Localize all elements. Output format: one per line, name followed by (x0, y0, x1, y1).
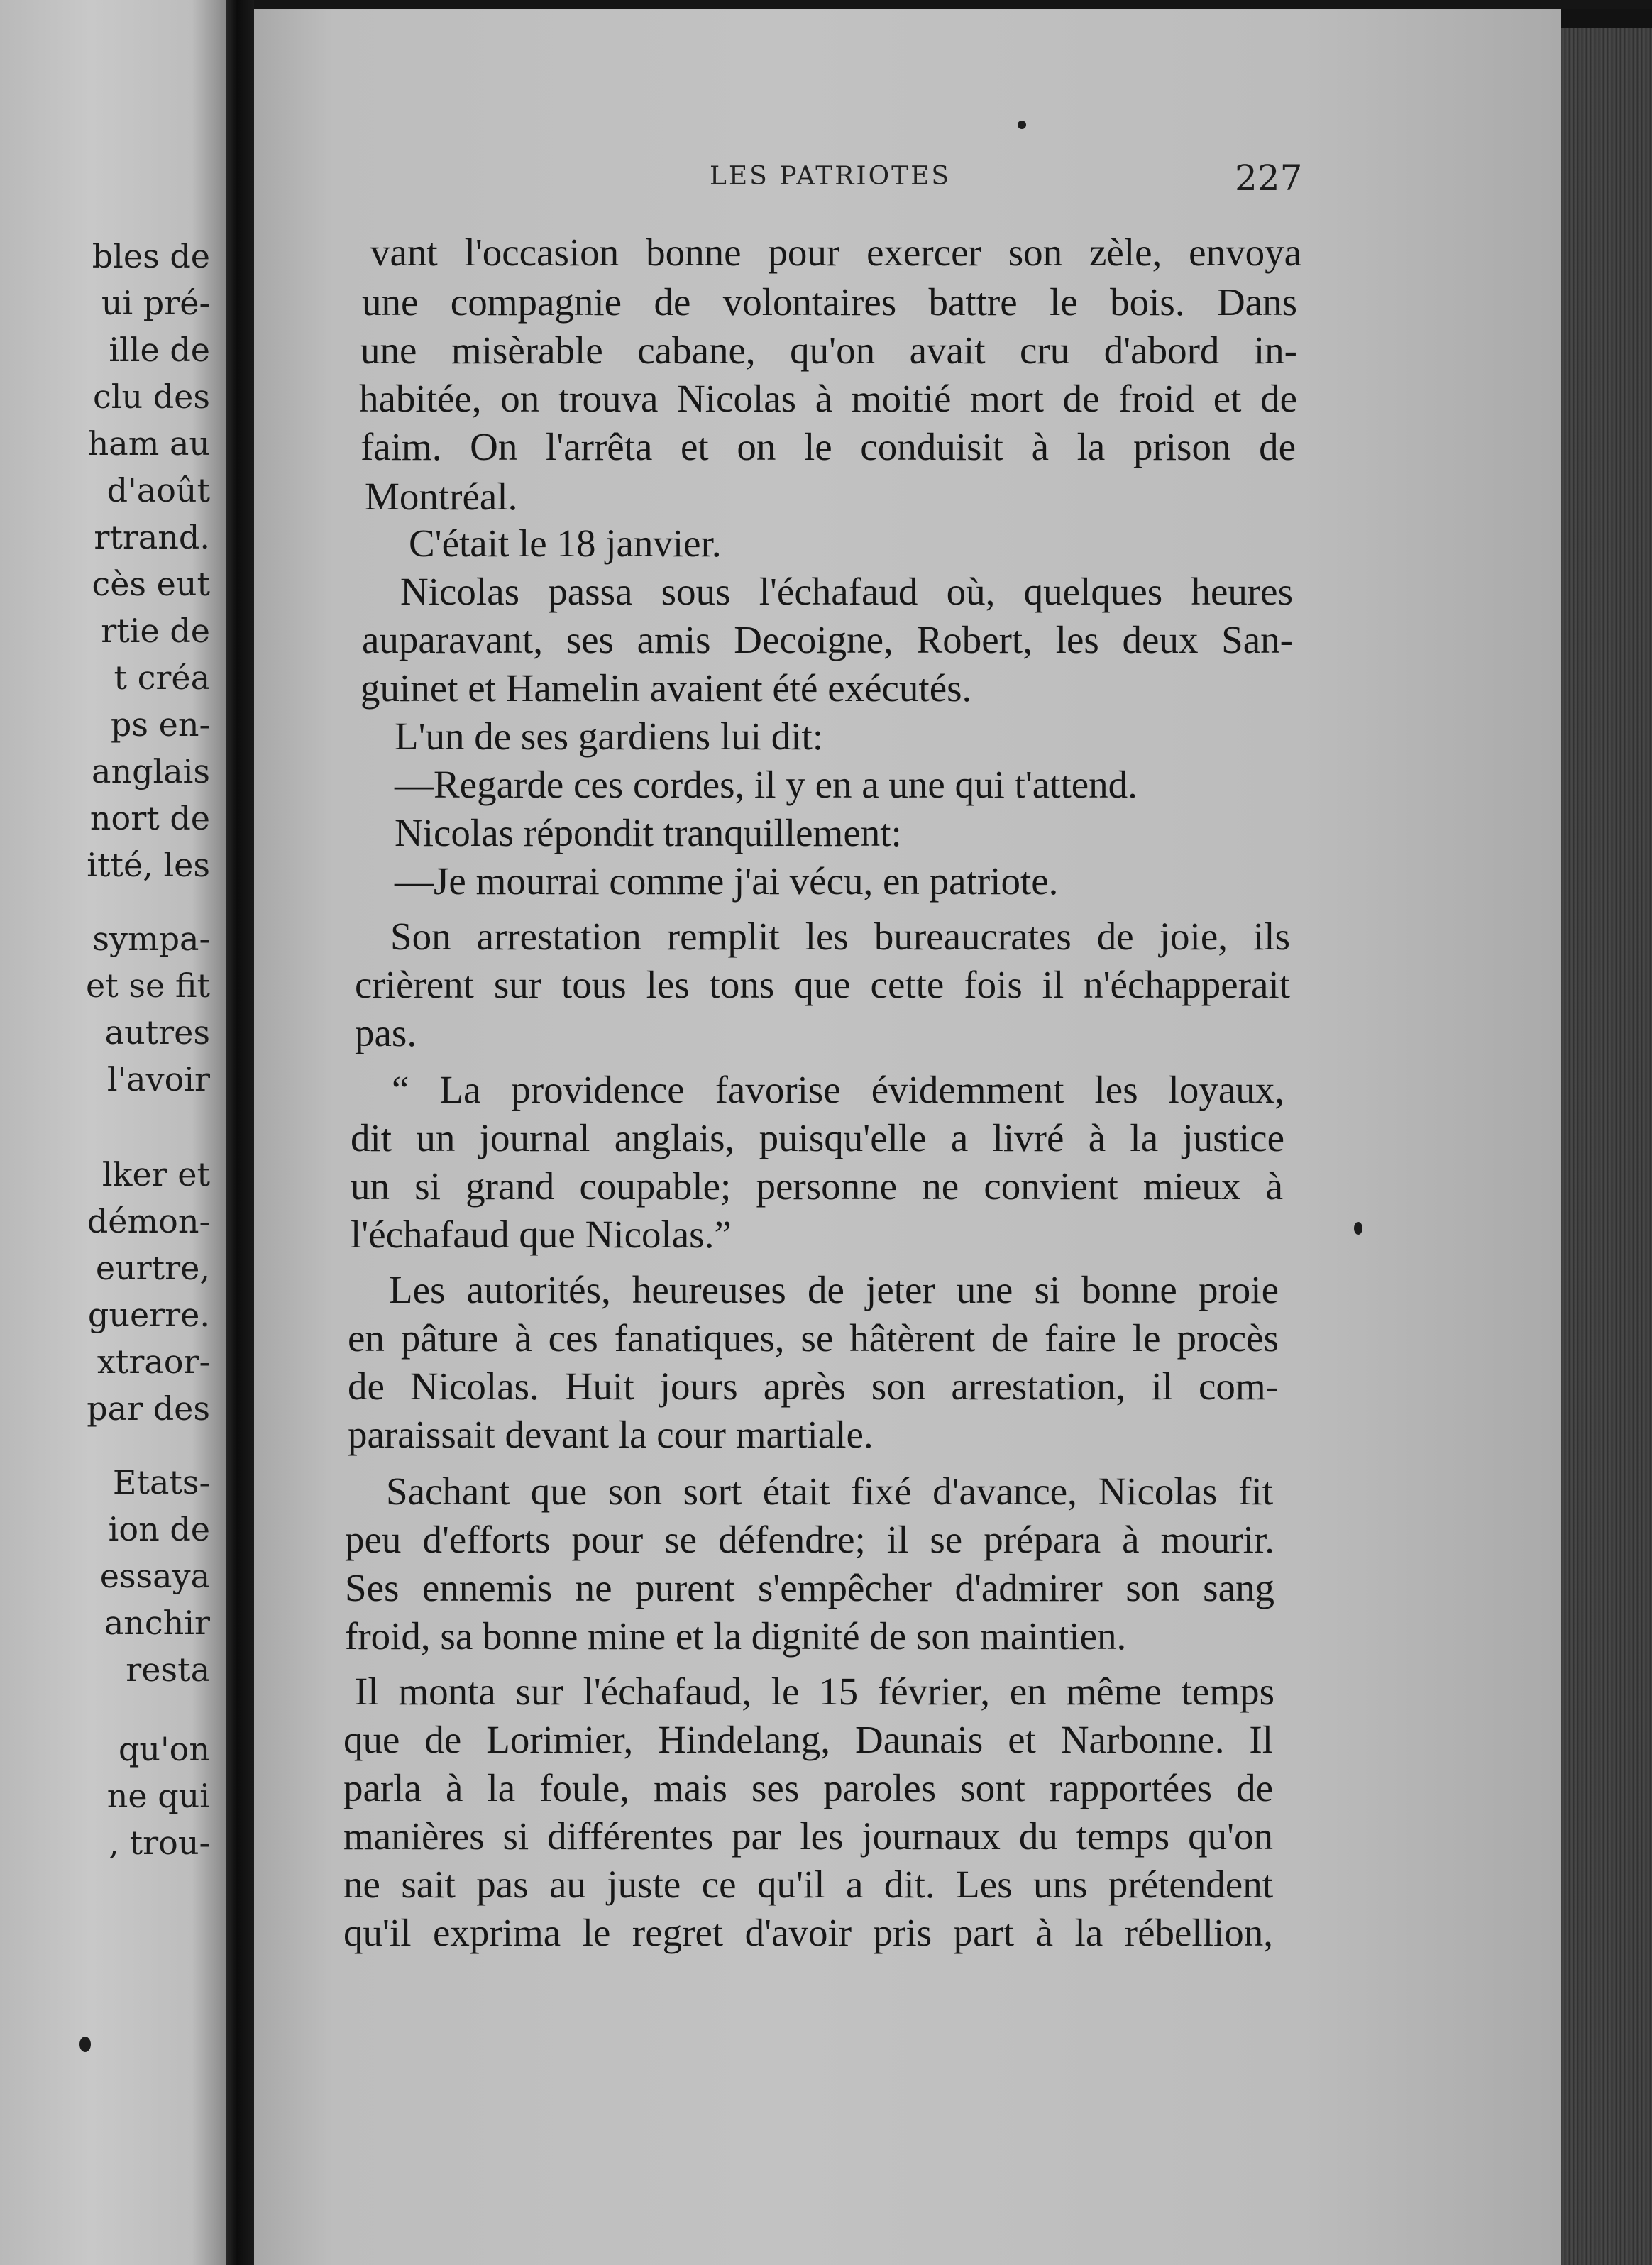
left-page-fragment: ps en- (110, 705, 210, 744)
body-text-line: un si grand coupable; personne ne convient mieux à (351, 1164, 1283, 1208)
body-text-line: Montréal. (365, 475, 518, 518)
body-text-line: “ La providence favorise évidemment les loyaux, (392, 1068, 1284, 1111)
body-text-line: Les autorités, heureuses de jeter une si bonne proie (389, 1268, 1279, 1311)
body-text-line: Il monta sur l'échafaud, le 15 février, en même temps (355, 1670, 1274, 1713)
left-page-fragment: guerre. (87, 1296, 210, 1334)
left-page-fragment: rtrand. (94, 518, 210, 556)
body-text-line: peu d'efforts pour se défendre; il se prépara à mourir. (345, 1518, 1274, 1561)
left-page-fragment: eurtre, (95, 1249, 210, 1287)
body-text-line: ne sait pas au juste ce qu'il a dit. Les uns prétendent (343, 1863, 1273, 1906)
body-text-line: L'un de ses gardiens lui dit: (395, 715, 824, 758)
left-page-fragment: lker et (101, 1155, 210, 1194)
body-text-line: en pâture à ces fanatiques, se hâtèrent de faire le procès (348, 1316, 1279, 1360)
body-text-line: C'était le 18 janvier. (409, 522, 722, 565)
body-text-line: guinet et Hamelin avaient été exécutés. (360, 666, 972, 710)
body-text-line: parla à la foule, mais ses paroles sont rapportées de (343, 1766, 1273, 1809)
body-text-line: —Regarde ces cordes, il y en a une qui t'attend. (395, 763, 1138, 806)
left-page-fragment: t créa (114, 658, 210, 697)
left-page-fragment: qu'on (118, 1730, 210, 1768)
body-text-line: Son arrestation remplit les bureaucrates de joie, ils (390, 915, 1290, 958)
body-text-line: Sachant que son sort était fixé d'avance, Nicolas fit (386, 1470, 1273, 1513)
ink-speck (79, 2037, 91, 2052)
running-head: LES PATRIOTES (710, 162, 952, 191)
left-page-fragment: autres (104, 1013, 210, 1052)
left-page-fragment: et se fit (86, 966, 210, 1005)
left-page-fragment: Etats- (112, 1463, 210, 1501)
left-page-fragment: essaya (99, 1557, 210, 1595)
ink-speck (1018, 121, 1026, 129)
left-page-fragment: ion de (108, 1510, 210, 1548)
left-page-fragment: cès eut (92, 565, 210, 603)
body-text-line: l'échafaud que Nicolas.” (351, 1213, 732, 1256)
left-page-fragment: bles de (92, 237, 210, 275)
body-text-line: habitée, on trouva Nicolas à moitié mort de froid et de (359, 377, 1297, 420)
left-page-fragment: , trou- (109, 1824, 210, 1862)
body-text-line: faim. On l'arrêta et on le conduisit à la prison de (360, 425, 1296, 468)
left-page-fragment: l'avoir (106, 1060, 210, 1098)
left-page-fragment: xtraor- (97, 1343, 210, 1381)
left-page-fragment: itté, les (87, 846, 210, 884)
left-page-fragment: ui pré- (101, 284, 210, 322)
left-page-fragment: sympa- (92, 920, 210, 958)
body-text-line: une compagnie de volontaires battre le bois. Dans (362, 280, 1297, 324)
body-text-line: une misèrable cabane, qu'on avait cru d'abord in- (360, 329, 1297, 372)
left-page-fragment: d'août (106, 471, 210, 509)
body-text-line: dit un journal anglais, puisqu'elle a livré à la justice (351, 1116, 1284, 1159)
body-text-line: crièrent sur tous les tons que cette fois il n'échapperait (355, 963, 1290, 1006)
left-page-fragment: ille de (109, 331, 210, 369)
left-page-fragment: par des (87, 1389, 210, 1428)
left-page-fragment: démon- (87, 1202, 210, 1240)
body-text-line: froid, sa bonne mine et la dignité de son maintien. (345, 1614, 1127, 1658)
body-text-line: vant l'occasion bonne pour exercer son zèle, envoya (370, 231, 1301, 274)
body-text-line: manières si différentes par les journaux du temps qu'on (343, 1814, 1273, 1858)
body-text-line: qu'il exprima le regret d'avoir pris part à la rébellion, (343, 1911, 1273, 1954)
left-page-fragment: anchir (104, 1604, 210, 1642)
left-page-fragment: anglais (92, 752, 210, 790)
left-page-fragment: ham au (87, 424, 210, 463)
page-number: 227 (1235, 158, 1303, 199)
left-page-fragment: rtie de (101, 612, 210, 650)
left-page-fragment: resta (126, 1650, 210, 1689)
body-text-line: auparavant, ses amis Decoigne, Robert, les deux San- (362, 618, 1293, 661)
left-page-fragment: clu des (93, 378, 210, 416)
body-text-line: Nicolas passa sous l'échafaud où, quelques heures (400, 570, 1293, 613)
body-text-line: pas. (355, 1011, 417, 1054)
body-text-line: Nicolas répondit tranquillement: (395, 811, 902, 854)
left-page-fragment: ne qui (106, 1777, 210, 1815)
left-page-fragment: nort de (89, 799, 210, 837)
body-text-line: de Nicolas. Huit jours après son arrestation, il com- (348, 1365, 1279, 1408)
body-text-line: paraissait devant la cour martiale. (348, 1413, 874, 1456)
ink-speck (1354, 1222, 1362, 1235)
body-text-line: —Je mourrai comme j'ai vécu, en patriote. (395, 859, 1059, 903)
body-text-line: Ses ennemis ne purent s'empêcher d'admirer son sang (345, 1566, 1274, 1609)
body-text-line: que de Lorimier, Hindelang, Daunais et Narbonne. Il (343, 1718, 1273, 1761)
